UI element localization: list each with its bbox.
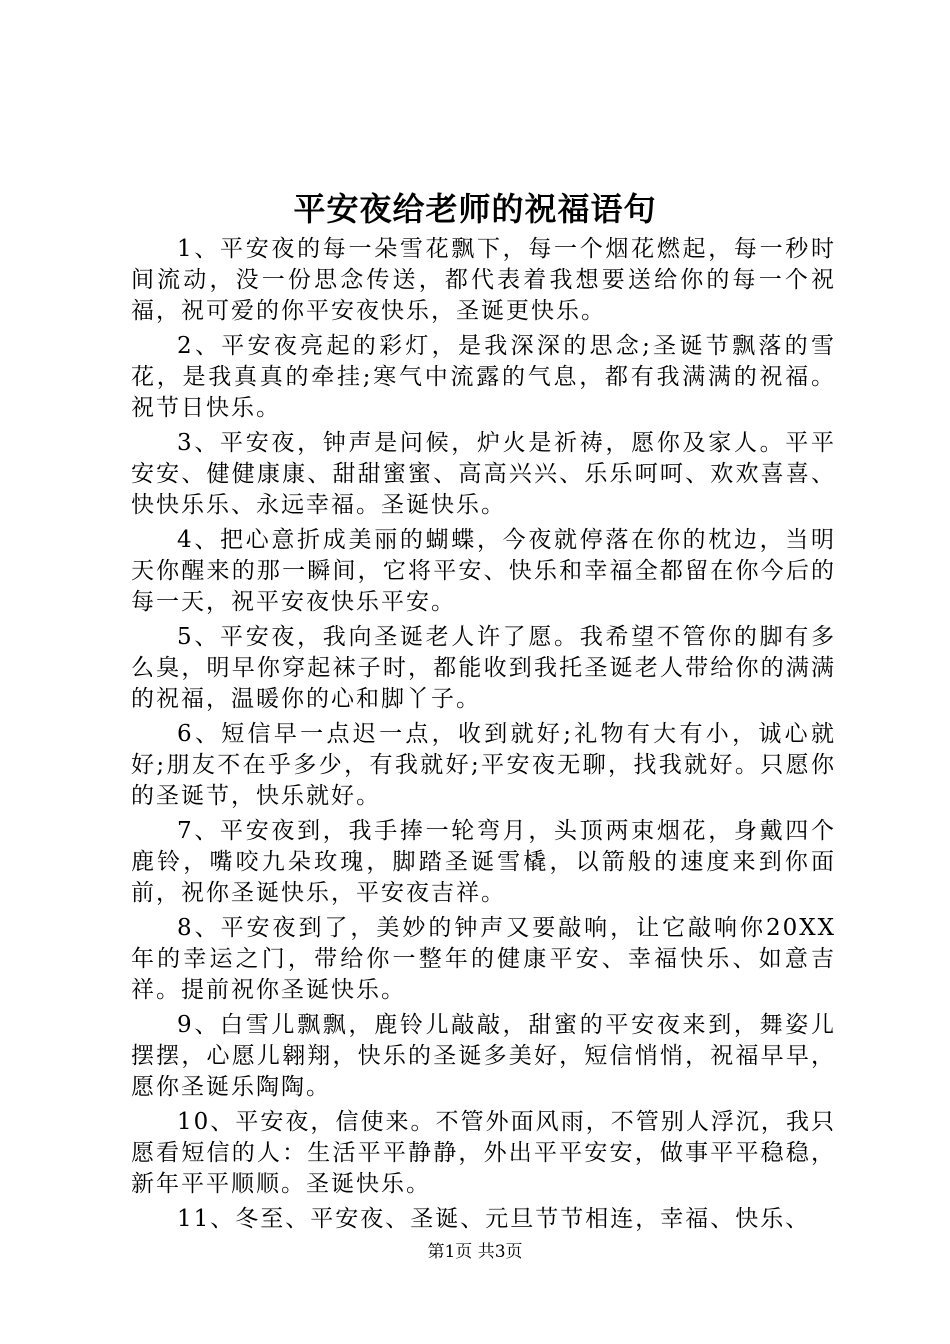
paragraph-11: 11、冬至、平安夜、圣诞、元旦节节相连，幸福、快乐、	[177, 1206, 811, 1232]
paragraph-7: 7、平安夜到，我手捧一轮弯月，头顶两束烟花，身戴四个鹿铃，嘴咬九朵玫瑰，脚踏圣诞雪橇，以箭般的速度来到你面前，祝你圣诞快乐，平安夜吉祥。	[131, 818, 836, 906]
page-title: 平安夜给老师的祝福语句	[293, 190, 657, 228]
paragraph-9: 9、白雪儿飘飘，鹿铃儿敲敲，甜蜜的平安夜来到，舞姿儿摆摆，心愿儿翱翔，快乐的圣诞多美好，短信悄悄，祝福早早，愿你圣诞乐陶陶。	[131, 1012, 836, 1100]
paragraph-5: 5、平安夜，我向圣诞老人许了愿。我希望不管你的脚有多么臭，明早你穿起袜子时，都能收到我托圣诞老人带给你的满满的祝福，温暖你的心和脚丫子。	[131, 624, 836, 712]
paragraph-1: 1、平安夜的每一朵雪花飘下，每一个烟花燃起，每一秒时间流动，没一份思念传送，都代表着我想要送给你的每一个祝福，祝可爱的你平安夜快乐，圣诞更快乐。	[131, 236, 836, 324]
paragraph-10: 10、平安夜，信使来。不管外面风雨，不管别人浮沉，我只愿看短信的人：生活平平静静，外出平平安安，做事平平稳稳，新年平平顺顺。圣诞快乐。	[131, 1109, 836, 1197]
paragraph-6: 6、短信早一点迟一点，收到就好;礼物有大有小，诚心就好;朋友不在乎多少，有我就好;平安夜无聊，找我就好。只愿你的圣诞节，快乐就好。	[131, 721, 836, 809]
paragraph-4: 4、把心意折成美丽的蝴蝶，今夜就停落在你的枕边，当明天你醒来的那一瞬间，它将平安、快乐和幸福全都留在你今后的每一天，祝平安夜快乐平安。	[131, 527, 836, 615]
page-number-footer: 第1页 共3页	[427, 1242, 523, 1262]
paragraph-3: 3、平安夜，钟声是问候，炉火是祈祷，愿你及家人。平平安安、健健康康、甜甜蜜蜜、高高兴兴、乐乐呵呵、欢欢喜喜、快快乐乐、永远幸福。圣诞快乐。	[131, 430, 836, 518]
paragraph-8: 8、平安夜到了，美妙的钟声又要敲响，让它敲响你20XX年的幸运之门，带给你一整年的健康平安、幸福快乐、如意吉祥。提前祝你圣诞快乐。	[131, 915, 836, 1003]
paragraph-2: 2、平安夜亮起的彩灯，是我深深的思念;圣诞节飘落的雪花，是我真真的牵挂;寒气中流露的气息，都有我满满的祝福。祝节日快乐。	[131, 333, 836, 421]
document-body	[131, 234, 836, 1239]
